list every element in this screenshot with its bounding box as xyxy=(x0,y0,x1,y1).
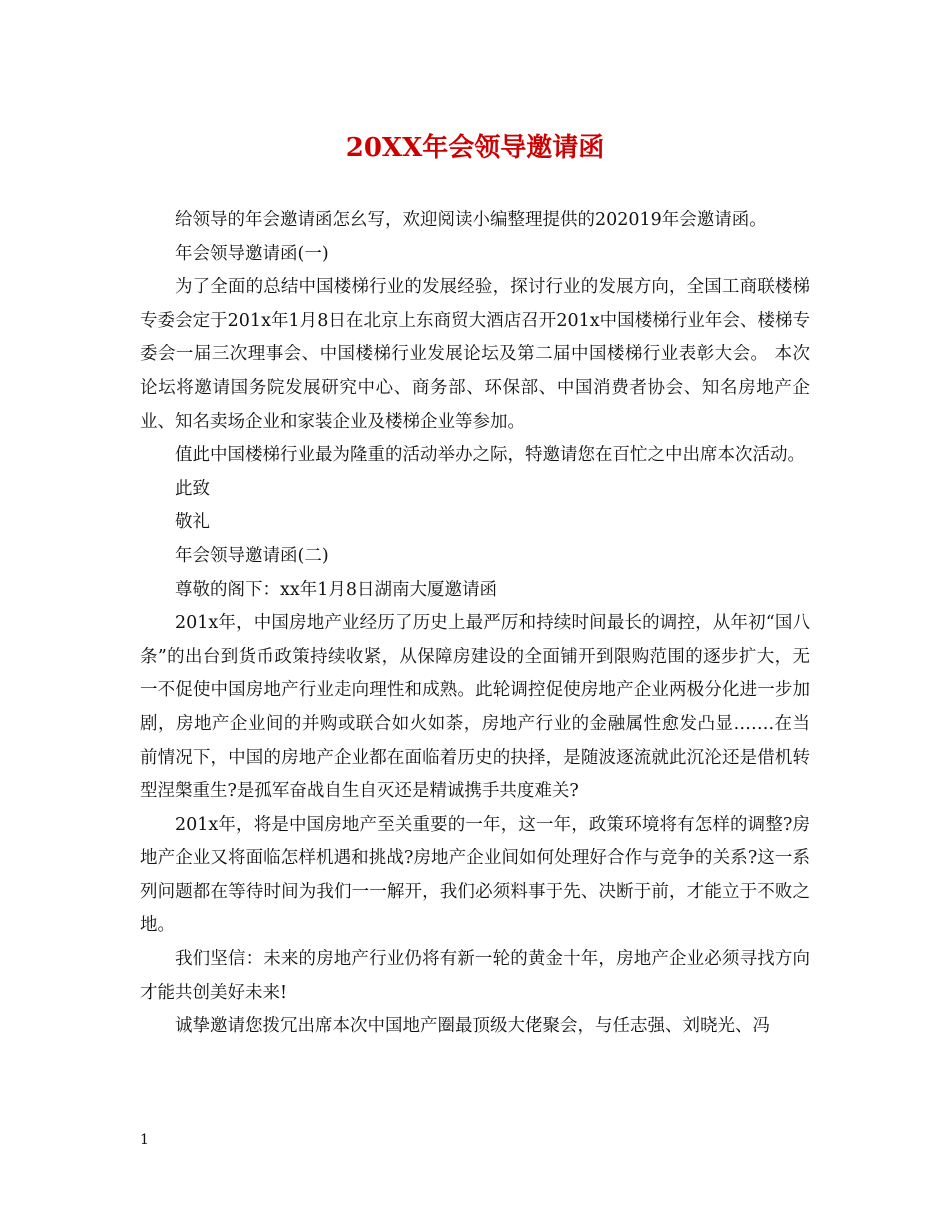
closing-line: 此致 xyxy=(175,478,210,499)
paragraph: 值此中国楼梯行业最为隆重的活动举办之际，特邀请您在百忙之中出席本次活动。 xyxy=(175,445,805,466)
paragraph: 为了全面的总结中国楼梯行业的发展经验，探讨行业的发展方向，全国工商联楼梯专委会定于201x年1月8日在北京上东商贸大酒店召开201x中国楼梯行业年会、楼梯专委会一届三次理事会、中国楼梯行业发展论坛及第二届中国楼梯行业表彰大会。 本次论坛将邀请国务院发展研究中心、商务部、环保部、中国消费者协会、知名房地产企业、知名卖场企业和家装企业及楼梯企业等参加。 xyxy=(140,277,810,432)
salutation: 尊敬的阁下：xx年1月8日湖南大厦邀请函 xyxy=(175,579,498,600)
paragraph: 诚挚邀请您拨冗出席本次中国地产圈最顶级大佬聚会，与任志强、刘晓光、冯 xyxy=(175,1016,770,1037)
document-title: 20XX年会领导邀请函 xyxy=(345,133,605,163)
page-number: 1 xyxy=(140,1132,149,1148)
paragraph: 201x年，将是中国房地产至关重要的一年，这一年，政策环境将有怎样的调整?房地产企业又将面临怎样机遇和挑战?房地产企业间如何处理好合作与竞争的关系?这一系列问题都在等待时间为我们一一解开，我们必须料事于先、决断于前，才能立于不败之地。 xyxy=(140,814,810,936)
paragraph-intro: 给领导的年会邀请函怎幺写，欢迎阅读小编整理提供的202019年会邀请函。 xyxy=(175,210,767,230)
section-heading-2: 年会领导邀请函(二) xyxy=(175,545,329,566)
document-body xyxy=(140,204,810,1044)
paragraph: 201x年，中国房地产业经历了历史上最严厉和持续时间最长的调控，从年初“国八条”的出台到货币政策持续收紧，从保障房建设的全面铺开到限购范围的逐步扩大，无一不促使中国房地产行业走向理性和成熟。此轮调控促使房地产企业两极分化进一步加剧，房地产企业间的并购或联合如火如荼，房地产行业的金融属性愈发凸显…….在当前情况下，中国的房地产企业都在面临着历史的抉择，是随波逐流就此沉沦还是借机转型涅槃重生?是孤军奋战自生自灭还是精诚携手共度难关? xyxy=(140,613,810,802)
section-heading-1: 年会领导邀请函(一) xyxy=(175,243,329,264)
closing-line: 敬礼 xyxy=(175,512,210,533)
paragraph: 我们坚信：未来的房地产行业仍将有新一轮的黄金十年，房地产企业必须寻找方向才能共创美好未来! xyxy=(140,949,810,1003)
